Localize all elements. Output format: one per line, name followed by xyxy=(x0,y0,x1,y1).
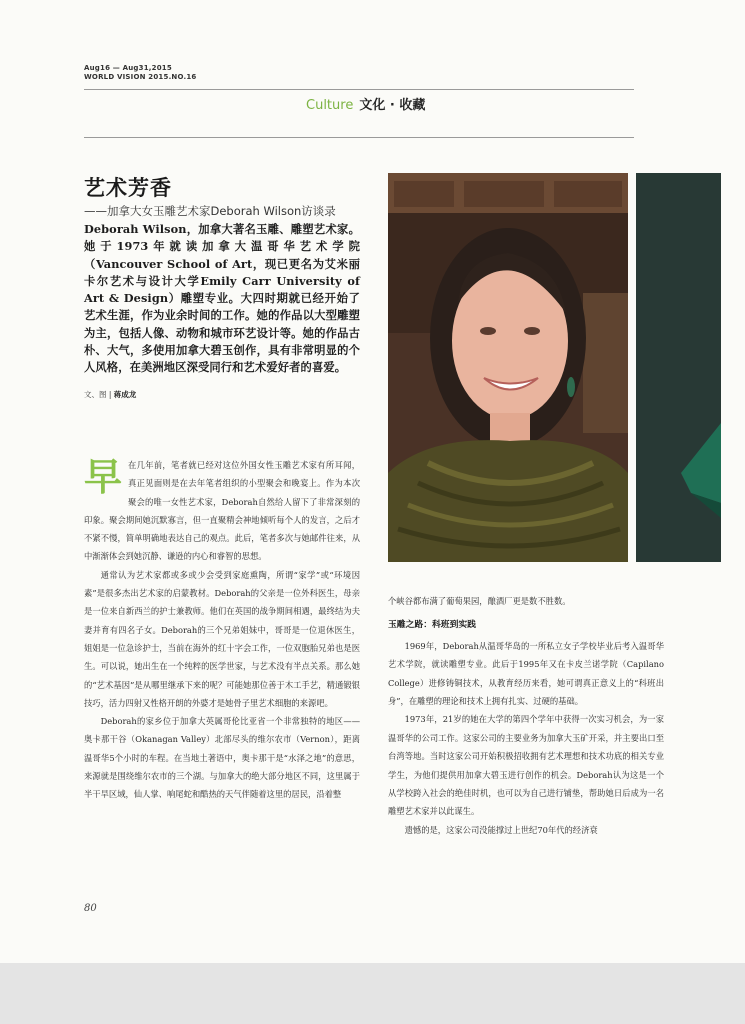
article-body-left xyxy=(84,456,360,804)
section-en: Culture xyxy=(306,98,354,113)
page-number: 80 xyxy=(84,903,97,914)
paragraph: 遗憾的是，这家公司没能撑过上世纪70年代的经济衰 xyxy=(404,824,598,835)
byline-label: 文、图 | xyxy=(84,390,114,399)
portrait-image xyxy=(388,173,628,562)
article-subtitle: ——加拿大女玉雕艺术家Deborah Wilson访谈录 xyxy=(84,204,336,218)
jade-sculpture-image xyxy=(636,173,721,562)
article-intro: Deborah Wilson，加拿大著名玉雕、雕塑艺术家。她于1973年就读加拿大温哥华艺术学院（Vancouver School of Art，现已更名为艾米丽卡尔艺术与设计大学Emily Carr University of Art & Design）雕塑专业。大四时期就已经开始了艺术生涯，作为业余时间的工作。她的作品以大型雕塑为主，包括人像、动物和城市环艺设计等。她的作品古朴、大气，多使用加拿大碧玉创作，具有非常明显的个人风格，在美洲地区深受同行和艺术爱好者的喜爱。 xyxy=(84,222,360,375)
paragraph: 个峡谷都布满了葡萄果园，酿酒厂更是数不胜数。 xyxy=(388,596,571,606)
paragraph-text: 在几年前，笔者就已经对这位外国女性玉雕艺术家有所耳闻，真正见面则是在去年笔者组织的小型聚会和晚宴上。作为本次聚会的唯一女性艺术家，Deborah自然给人留下了非常深刻的印象。聚会期间她沉默寡言，但一直聚精会神地倾听每个人的发言，之后才不紧不慢，简单明确地表达自己的观点。此后，笔者多次与她邮件往来，从中渐渐体会到她沉静、谦逊的内心和睿智的思想。 xyxy=(84,460,360,562)
section-header xyxy=(306,94,425,113)
section-rule xyxy=(84,137,634,138)
byline xyxy=(84,389,136,400)
issue-info xyxy=(84,64,196,82)
header-rule xyxy=(84,89,634,90)
byline-author: 蒋成龙 xyxy=(113,390,137,399)
article-title: 艺术芳香 xyxy=(84,175,172,200)
portrait-photo xyxy=(388,173,628,562)
paragraph xyxy=(84,456,360,566)
scan-margin xyxy=(0,963,745,1024)
jade-sculpture-photo xyxy=(636,173,721,562)
issue-number: WORLD VISION 2015.NO.16 xyxy=(84,73,197,81)
drop-cap: 早 xyxy=(84,455,123,499)
paragraph: Deborah的家乡位于加拿大英属哥伦比亚省一个非常独特的地区——奥卡那干谷（Okanagan Valley）北部尽头的维尔农市（Vernon），距离温哥华5个小时的车程。在当地土著语中，奥卡那干是“水泽之地”的意思，来源就是围绕维尔农市的三个湖。与加拿大的绝大部分地区不同，这里属于半干旱区域，仙人掌、响尾蛇和酷热的天气伴随着这里的居民，沿着整 xyxy=(84,716,360,800)
paragraph: 1973年，21岁的她在大学的第四个学年中获得一次实习机会，为一家温哥华的公司工作。这家公司的主要业务为加拿大玉矿开采，并主要出口至台湾等地。当时这家公司开始积极招收拥有艺术理想和技术功底的相关专业学生，为他们提供用加拿大碧玉进行创作的机会。Deborah认为这是一个从学校跨入社会的绝佳时机，也可以为自己进行铺垫，帮助她日后成为一名雕塑艺术家并以此谋生。 xyxy=(388,714,664,817)
paragraph: 1969年，Deborah从温哥华岛的一所私立女子学校毕业后考入温哥华艺术学院，就读雕塑专业。此后于1995年又在卡皮兰诺学院（Capilano College）进修铸铜技术，从教育经历来看，她可谓真正意义上的“科班出身”，在雕塑的理论和技术上拥有扎实、过硬的基础。 xyxy=(388,640,664,707)
paragraph: 通常认为艺术家都或多或少会受到家庭熏陶，所谓“家学”或“环境因素”是很多杰出艺术家的启蒙教材。Deborah的父亲是一位外科医生，母亲是一位来自新西兰的护士兼教师。他们在英国的战争期间相遇，最终结为夫妻并育有四名子女。Deborah的三个兄弟姐妹中，哥哥是一位退休医生，姐姐是一位急诊护士，当前在海外的红十字会工作，一位双胞胎兄弟也是医生。可以说，她出生在一个纯粹的医学世家，与艺术没有半点关系。那么她的“艺术基因”是从哪里继承下来的呢？可能她那位善于木工手艺，精通锻银技巧，活力四射又性格开朗的外婆才是她骨子里艺术细胞的来源吧。 xyxy=(84,569,360,708)
article-body-right xyxy=(388,592,664,839)
subheading: 玉雕之路：科班到实践 xyxy=(388,620,476,631)
section-cn: 文化 · 收藏 xyxy=(359,98,426,113)
issue-date: Aug16 — Aug31,2015 xyxy=(84,64,172,72)
